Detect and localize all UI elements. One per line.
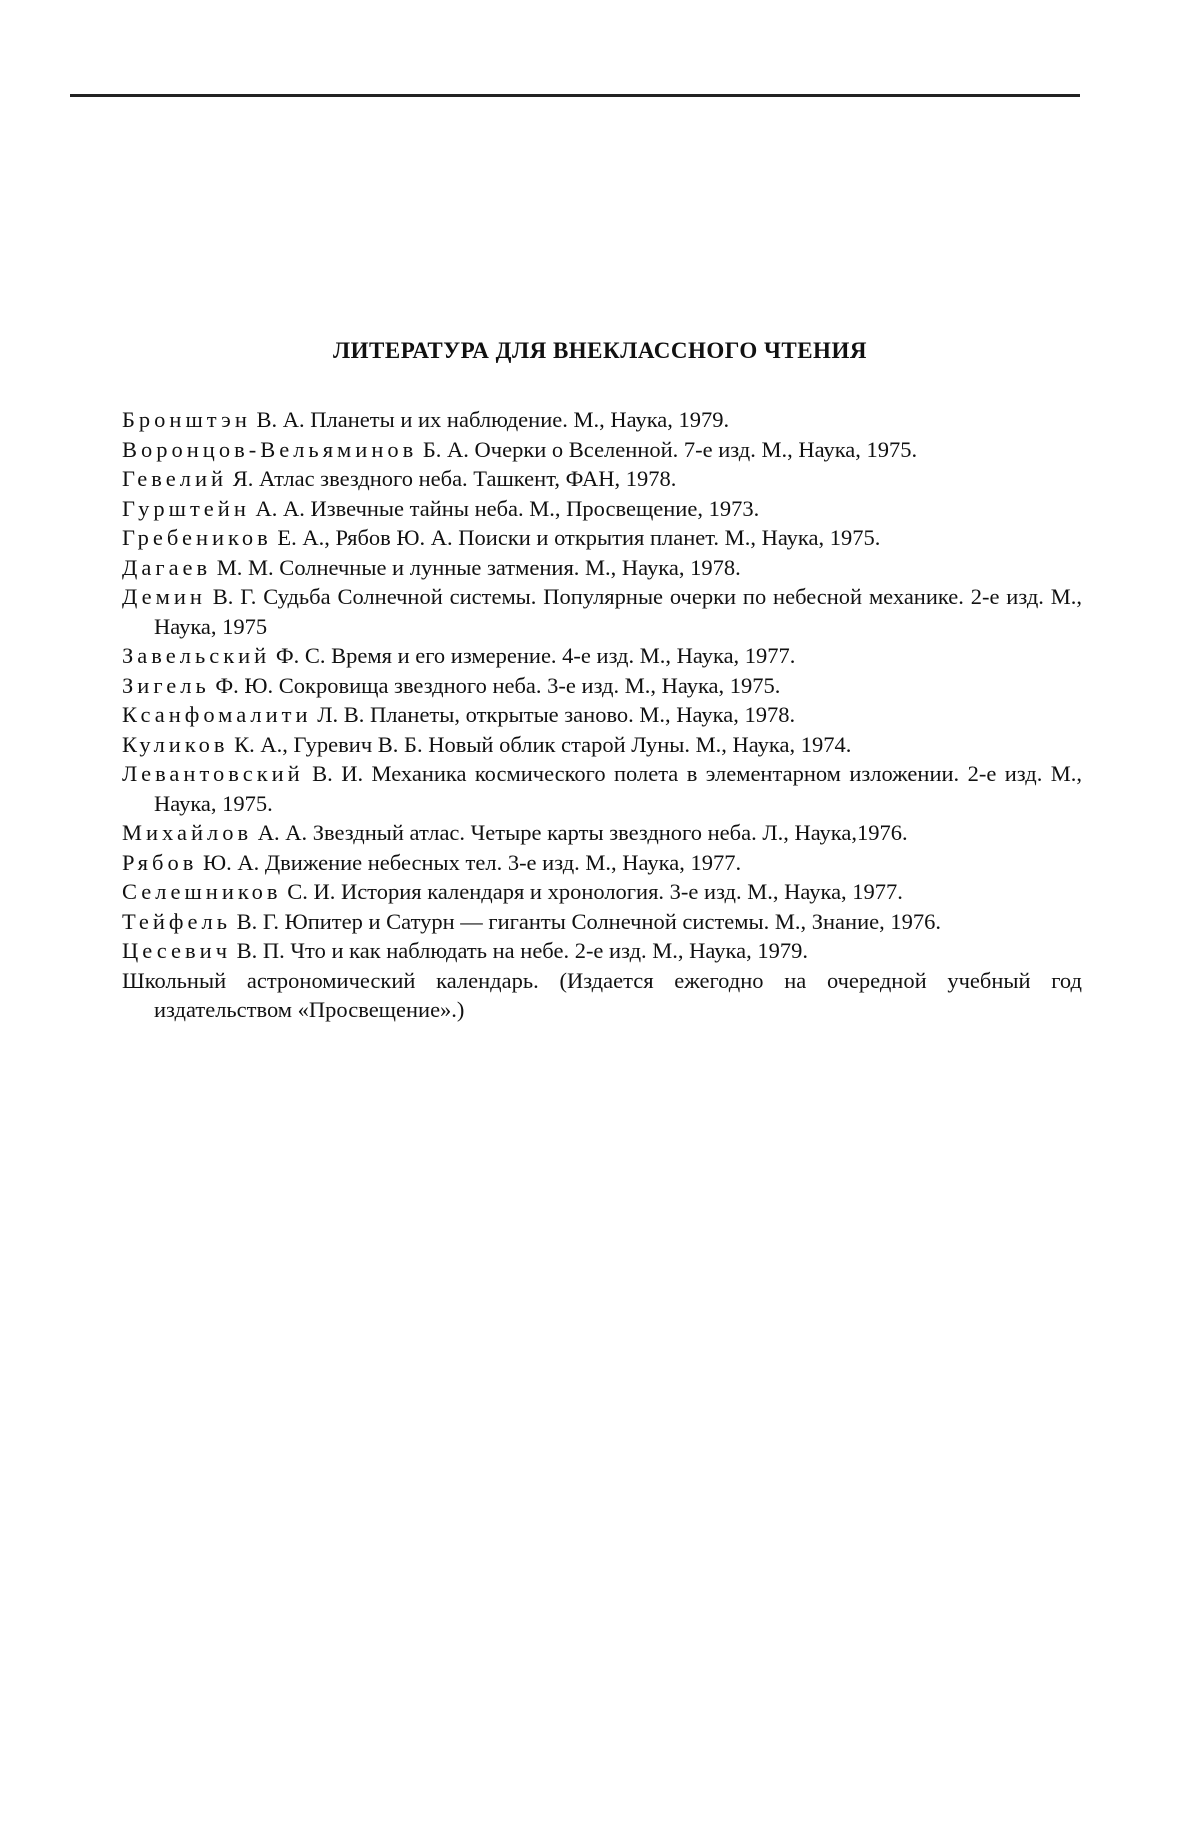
reference-author: Михайлов [122,820,253,845]
reference-details: А. А. Звездный атлас. Четыре карты звездного неба. Л., Наука,1976. [252,820,908,845]
reference-details: Ф. С. Время и его измерение. 4-е изд. М., Наука, 1977. [270,643,796,668]
reference-item [122,523,1082,553]
reference-author: Гевелий [122,466,228,491]
reference-details: Я. Атлас звездного неба. Ташкент, ФАН, 1978. [227,466,677,491]
reference-item [122,818,1082,848]
reference-item [122,877,1082,907]
reference-item [122,553,1082,583]
reference-details: Школьный астрономический календарь. (Издается ежегодно на очередной учебный год издательством «Просвещение».) [122,967,1082,1022]
reference-item [122,848,1082,878]
reference-author: Ксанфомалити [122,702,312,727]
reference-item [122,671,1082,701]
reference-details: А. А. Извечные тайны неба. М., Просвещение, 1973. [249,495,760,521]
reference-item [122,759,1082,818]
reference-item [122,405,1082,435]
reference-list [122,405,1082,1025]
reference-item [122,966,1082,1025]
reference-details: С. И. История календаря и хронология. 3-е изд. М., Наука, 1977. [281,879,903,904]
reference-author: Гребеников [122,525,272,550]
reference-details: В. И. Механика космического полета в элементарном изложении. 2-е изд. М., Наука, 1975. [154,761,1082,816]
reference-item [122,582,1082,641]
reference-item [122,435,1082,465]
reference-item [122,907,1082,937]
reference-author: Гурштейн [122,495,250,521]
reference-item [122,700,1082,730]
reference-details: Ю. А. Движение небесных тел. 3-е изд. М., Наука, 1977. [197,849,742,875]
reference-item [122,641,1082,671]
reference-details: Б. А. Очерки о Вселенной. 7-е изд. М., Наука, 1975. [417,436,918,462]
reference-author: Левантовский [122,761,304,786]
reference-author: Селешников [122,879,282,904]
reference-details: Ф. Ю. Сокровища звездного неба. 3-е изд. М., Наука, 1975. [209,672,781,698]
reference-details: Е. А., Рябов Ю. А. Поиски и открытия планет. М., Наука, 1975. [271,525,881,550]
reference-author: Демин [122,584,206,609]
reference-author: Дагаев [122,554,212,580]
reference-item [122,464,1082,494]
reference-author: Зигель [122,672,210,698]
reference-item [122,494,1082,524]
reference-details: В. П. Что и как наблюдать на небе. 2-е изд. М., Наука, 1979. [231,938,808,963]
reference-details: М. М. Солнечные и лунные затмения. М., Наука, 1978. [211,554,741,580]
reference-details: В. А. Планеты и их наблюдение. М., Наука, 1979. [250,407,730,432]
reference-details: К. А., Гуревич В. Б. Новый облик старой Луны. М., Наука, 1974. [228,731,852,757]
reference-details: В. Г. Юпитер и Сатурн — гиганты Солнечной системы. М., Знание, 1976. [230,908,941,934]
reference-author: Тейфель [122,908,231,934]
reference-details: В. Г. Судьба Солнечной системы. Популярные очерки по небесной механике. 2-е изд. М., Наука, 1975 [154,584,1082,639]
reference-item [122,730,1082,760]
reference-author: Воронцов-Вельяминов [122,436,418,462]
reference-item [122,936,1082,966]
reference-author: Бронштэн [122,407,251,432]
reference-author: Завельский [122,643,271,668]
reference-author: Цесевич [122,938,232,963]
reference-details: Л. В. Планеты, открытые заново. М., Наука, 1978. [311,702,796,727]
top-rule [70,94,1080,97]
reference-author: Куликов [122,731,229,757]
page-title: ЛИТЕРАТУРА ДЛЯ ВНЕКЛАССНОГО ЧТЕНИЯ [333,338,867,363]
reference-author: Рябов [122,849,198,875]
